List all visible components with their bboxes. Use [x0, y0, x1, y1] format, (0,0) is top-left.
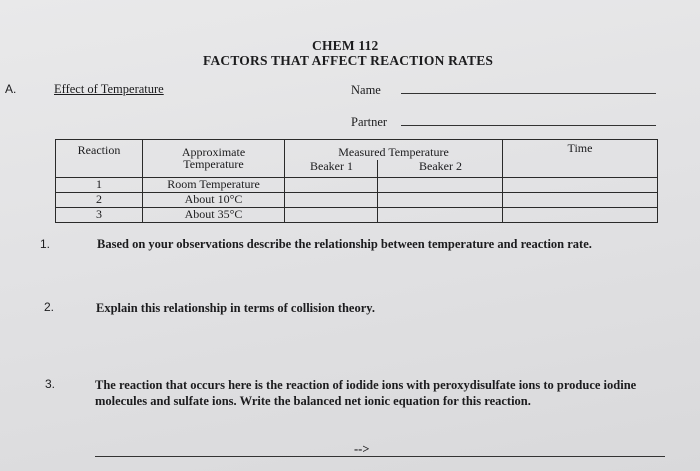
col-header-measured-temperature: Measured Temperature Beaker 1 Beaker 2 — [285, 140, 503, 178]
equation-arrow: --> — [354, 442, 370, 456]
approx-temperature-cell: About 10°C — [143, 193, 285, 208]
time-cell[interactable] — [503, 208, 658, 223]
table-row — [56, 208, 658, 223]
beaker-1-cell[interactable] — [285, 208, 378, 223]
time-cell[interactable] — [503, 193, 658, 208]
section-title: Effect of Temperature — [54, 82, 164, 96]
question-1-number: 1. — [40, 237, 51, 251]
question-3-text-line-2: molecules and sulfate ions. Write the balanced net ionic equation for this reaction. — [95, 394, 531, 408]
reaction-number: 2 — [56, 193, 143, 208]
name-label: Name — [351, 83, 381, 97]
col-header-approx-temperature: Approximate Temperature — [143, 140, 285, 178]
approx-temperature-cell: Room Temperature — [143, 178, 285, 193]
page-title: FACTORS THAT AFFECT REACTION RATES — [203, 53, 494, 68]
beaker-2-cell[interactable] — [378, 193, 503, 208]
question-2-number: 2. — [44, 300, 55, 314]
reaction-number: 3 — [56, 208, 143, 223]
beaker-divider — [377, 160, 378, 177]
equation-answer-line[interactable] — [95, 456, 665, 457]
col-header-time: Time — [503, 140, 658, 178]
course-code: CHEM 112 — [312, 38, 379, 53]
beaker-1-cell[interactable] — [285, 178, 378, 193]
col-header-beaker-1: Beaker 1 — [310, 159, 353, 173]
partner-field-line[interactable] — [401, 125, 656, 126]
reaction-number: 1 — [56, 178, 143, 193]
beaker-2-cell[interactable] — [378, 208, 503, 223]
approx-temperature-cell: About 35°C — [143, 208, 285, 223]
table-row — [56, 193, 658, 208]
name-field-line[interactable] — [401, 93, 656, 94]
temperature-data-table — [55, 139, 658, 223]
section-letter: A. — [5, 82, 17, 96]
question-3-number: 3. — [45, 377, 56, 391]
col-header-beaker-2: Beaker 2 — [419, 159, 462, 173]
col-header-reaction: Reaction — [56, 140, 143, 178]
question-3-text-line-1: The reaction that occurs here is the reaction of iodide ions with peroxydisulfate ions to produce iodine — [95, 378, 637, 392]
question-1-text: Based on your observations describe the relationship between temperature and reaction rate. — [97, 237, 592, 251]
beaker-2-cell[interactable] — [378, 178, 503, 193]
time-cell[interactable] — [503, 178, 658, 193]
table-row — [56, 178, 658, 193]
question-2-text: Explain this relationship in terms of collision theory. — [96, 301, 375, 315]
partner-label: Partner — [351, 115, 388, 129]
beaker-1-cell[interactable] — [285, 193, 378, 208]
